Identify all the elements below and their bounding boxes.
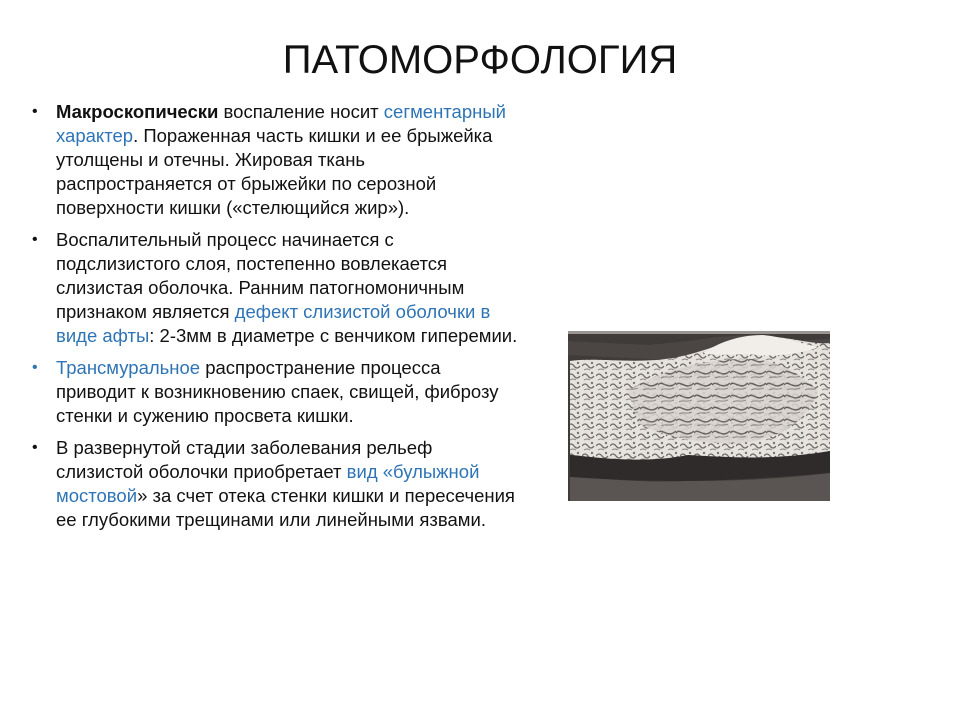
specimen-illustration xyxy=(568,331,830,501)
bullet-text-part: В развернутой стадии заболевания рельеф слизистой оболочки приобретает xyxy=(56,437,433,482)
term-macroscopically: Макроскопически xyxy=(56,101,219,122)
highlight-transmural: Трансмуральное xyxy=(56,357,201,378)
bullet-text-part: воспаление носит xyxy=(218,101,384,122)
bullet-marker: • xyxy=(32,359,38,376)
bullet-text-part: Воспалительный процесс начинается с подслизистого слоя, постепенно вовлекается слизистая оболочка. Ранним патогномоничным признаком является xyxy=(56,229,465,322)
bullet-text-part: » за счет отека стенки кишки и пересечения ее глубокими трещинами или линейными язвами. xyxy=(56,485,515,530)
bullet-list xyxy=(32,100,522,540)
bowel-specimen-photo xyxy=(568,331,830,501)
bullet-marker: • xyxy=(32,103,38,120)
bullet-text xyxy=(56,357,499,426)
bullet-item xyxy=(32,356,522,428)
highlight-cobblestone: вид «булыжной мостовой xyxy=(56,461,480,506)
highlight-aphtha-defect: дефект слизистой оболочки в виде афты xyxy=(56,301,491,346)
bullet-text-part: : 2-3мм в диаметре с венчиком гиперемии. xyxy=(149,325,518,346)
bullet-item xyxy=(32,228,522,348)
bullet-text xyxy=(56,101,506,218)
bullet-item xyxy=(32,436,522,532)
highlight-segmental: сегментарный характер xyxy=(56,101,506,146)
bullet-item xyxy=(32,100,522,220)
bullet-text-part: распространение процесса приводит к возникновению спаек, свищей, фиброзу стенки и сужению просвета кишки. xyxy=(56,357,499,426)
bullet-text-part: . Пораженная часть кишки и ее брыжейка утолщены и отечны. Жировая ткань распространяется от брыжейки по серозной поверхности кишки («стелющийся жир»). xyxy=(56,125,493,218)
bullet-text xyxy=(56,229,517,346)
bullet-marker: • xyxy=(32,231,38,248)
bullet-text xyxy=(56,437,515,530)
slide-title: ПАТОМОРФОЛОГИЯ xyxy=(282,38,678,82)
bullet-marker: • xyxy=(32,439,38,456)
